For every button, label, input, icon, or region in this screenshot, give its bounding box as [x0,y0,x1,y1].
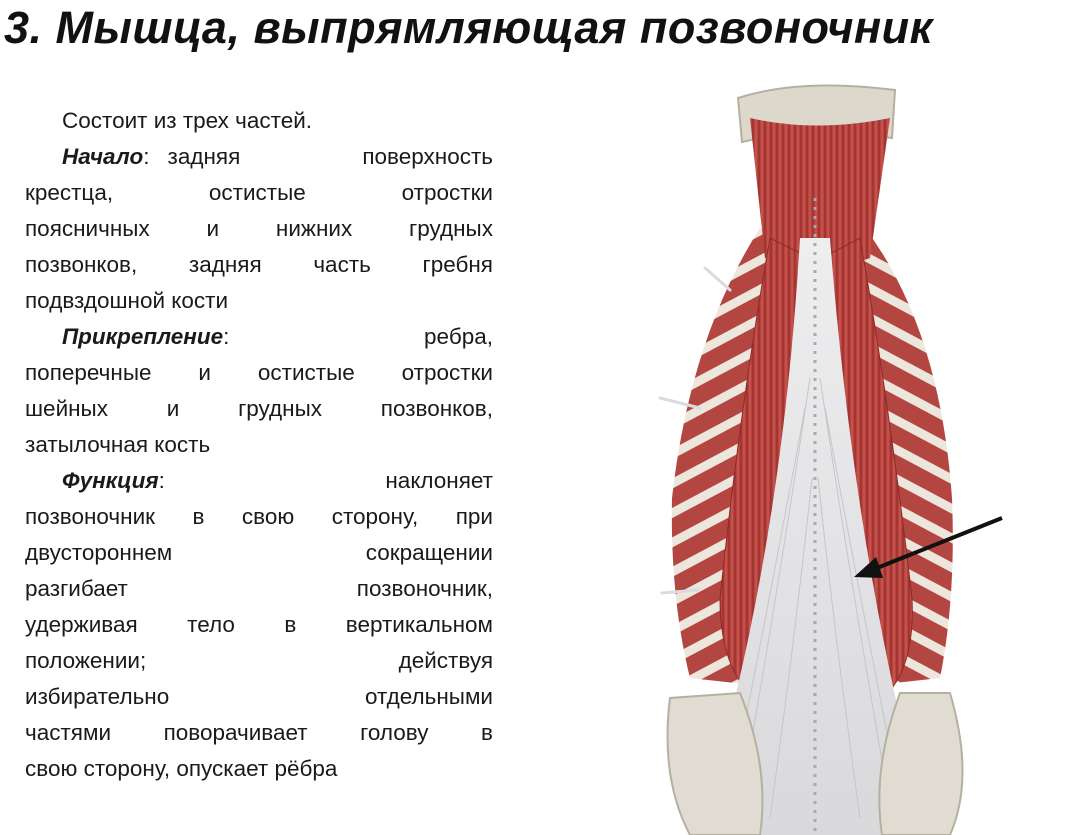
function-term-wrap [62,463,165,499]
slide-title: 3. Мышца, выпрямляющая позвоночник [4,2,933,53]
insertion-line-1-row [25,391,493,427]
function-line-0: позвоночник в свою сторону, при [25,504,493,529]
function-line-4: положении; действуя [25,648,493,673]
function-line-5-row [25,679,493,715]
anatomy-illustration [650,78,1070,835]
function-first-line [25,463,493,499]
insertion-line-0: поперечные и остистые отростки [25,360,493,385]
origin-term: Начало [62,144,144,169]
insertion-first-tail: ребра, [424,324,493,349]
function-term: Функция [62,468,159,493]
function-colon: : [158,468,165,493]
origin-line-0: задняя поверхность [167,144,493,169]
insertion-line-0-row [25,355,493,391]
function-line-1: двустороннем сокращении [25,540,493,565]
function-first-tail: наклоняет [385,468,493,493]
function-line-1-row [25,535,493,571]
insertion-colon: : [223,324,230,349]
origin-first-line [25,139,493,175]
function-line-2-row [25,571,493,607]
origin-line-2-row [25,211,493,247]
function-line-7: свою сторону, опускает рёбра [25,756,338,781]
left-pelvis-bone [668,693,763,835]
insertion-term: Прикрепление [62,324,224,349]
function-line-4-row [25,643,493,679]
function-line-6: частями поворачивает голову в [25,720,493,745]
origin-line-1-row [25,175,493,211]
function-line-3: удерживая тело в вертикальном [25,612,493,637]
function-line-3-row [25,607,493,643]
function-line-6-row [25,715,493,751]
function-line-2: разгибает позвоночник, [25,576,493,601]
origin-line-1: крестца, остистые отростки [25,180,493,205]
function-line-5: избирательно отдельными [25,684,493,709]
insertion-first-line [25,319,493,355]
origin-colon: : [143,144,150,169]
insertion-term-wrap [62,319,229,355]
origin-line-4: подвздошной кости [25,288,229,313]
intro-line: Состоит из трех частей. [62,108,313,133]
insertion-line-2: затылочная кость [25,432,211,457]
insertion-line-1: шейных и грудных позвонков, [25,396,493,421]
origin-line-2: поясничных и нижних грудных [25,216,493,241]
function-line-0-row [25,499,493,535]
origin-term-wrap [62,139,150,175]
origin-line-3-row [25,247,493,283]
origin-line-3: позвонков, задняя часть гребня [25,252,493,277]
right-pelvis-bone [879,693,962,835]
description-text [25,103,493,787]
